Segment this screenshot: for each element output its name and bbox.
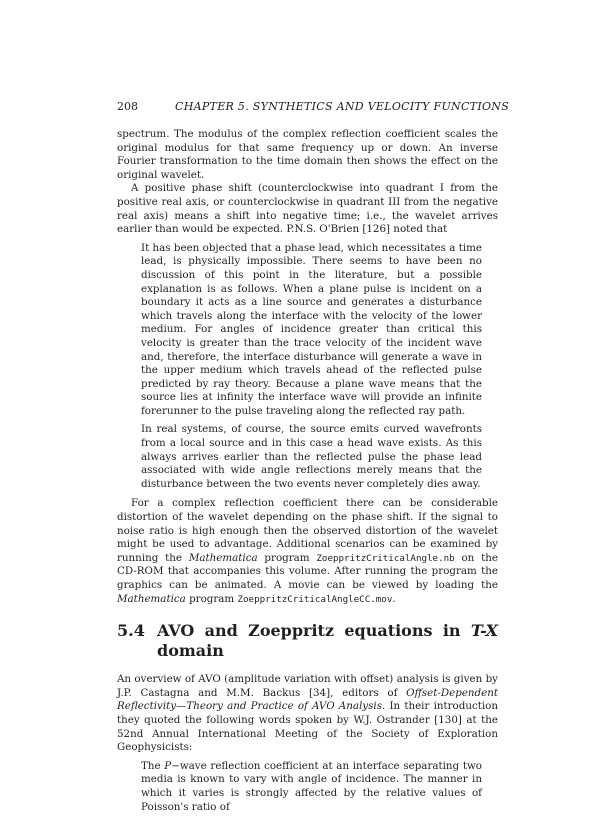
chapter-title: CHAPTER 5. SYNTHETICS AND VELOCITY FUNCTIONS bbox=[175, 100, 510, 113]
page-number: 208 bbox=[117, 100, 138, 113]
p4-text-2: . In their introduction they quoted the following words spoken by W.J. Ostrander [130] at the 52nd Annual International Meeting of the Society of Exploration Geophysicists: bbox=[117, 700, 499, 754]
body-text bbox=[117, 128, 498, 818]
section-title bbox=[157, 621, 498, 661]
p3-text-5: . bbox=[392, 592, 396, 605]
quote2-text: −wave reflection coefficient at an interface separating two media is known to vary with angle of incidence. The manner in which it varies is strongly affected by the relative values of Poisson's ratio of bbox=[141, 759, 482, 813]
section-number: 5.4 bbox=[117, 621, 145, 641]
section-title-part-2: domain bbox=[157, 641, 224, 661]
paragraph-4 bbox=[117, 673, 498, 755]
quote-ostrander-paragraph bbox=[141, 760, 482, 814]
quote2-lead: The bbox=[141, 759, 165, 772]
paragraph-3 bbox=[117, 497, 498, 606]
book-title: Offset-Dependent Reflectivity—Theory and Practice of AVO Analysis bbox=[117, 686, 498, 713]
mathematica-name: Mathematica bbox=[117, 592, 186, 605]
paragraph-2: A positive phase shift (counterclockwise into quadrant I from the positive real axis, or counterclockwise in quadrant III from the negative real axis) means a shift into negative time; i.e., the wavelet arrives earlier than would be expected. P.N.S. O'Brien [126] noted that bbox=[117, 182, 498, 236]
mathematica-name: Mathematica bbox=[188, 551, 258, 564]
block-quote-ostrander bbox=[141, 760, 482, 814]
quote-paragraph-2: In real systems, of course, the source emits curved wavefronts from a local source and in this case a head wave exists. As this always arrives earlier than the reflected pulse the phase lead associated with wide angle reflections merely means that the disturbance between the two events never completely dies away. bbox=[141, 423, 482, 490]
program-filename: ZoeppritzCriticalAngle.nb bbox=[316, 552, 455, 564]
p3-text-1: For a complex reflection coefficient there can be considerable distortion of the wavelet depending on the phase shift. If the signal to noise ratio is high enough then the observed distortion of the wavelet might be used to advantage. Additional scenarios can be examined by running the bbox=[117, 497, 498, 564]
quote-paragraph-1: It has been objected that a phase lead, which necessitates a time lead, is physically impossible. There seems to have been no discussion of this point in the literature, but a possible explanation is as follows. When a plane pulse is incident on a boundary it acts as a line source and generates a disturbance which travels along the interface with the velocity of the lower medium. For angles of incidence greater than critical this velocity is greater than the trace velocity of the incident wave and, therefore, the interface disturbance will generate a wave in the upper medium which travels ahead of the reflected pulse predicted by ray theory. Because a plane wave means that the source lies at infinity the interface wave will provide an infinite forerunner to the pulse traveling along the reflected ray path. bbox=[141, 241, 482, 417]
section-heading bbox=[117, 621, 498, 661]
p4-text-1: An overview of AVO (amplitude variation with offset) analysis is given by J.P. Castagna and M.M. Backus [34], editors of bbox=[117, 673, 498, 699]
p-wave-symbol: P bbox=[164, 759, 172, 772]
p3-text-3: on the CD-ROM that accompanies this volume. After running the program the graphics can be animated. A movie can be viewed by loading the bbox=[117, 551, 498, 591]
section-title-tx: T-X bbox=[470, 621, 498, 641]
block-quote-obrien bbox=[141, 242, 482, 492]
p3-text-2: program bbox=[257, 551, 317, 564]
p3-text-4: program bbox=[185, 592, 238, 605]
paragraph-1: spectrum. The modulus of the complex reflection coefficient scales the original modulus for that same frequency up or down. An inverse Fourier transformation to the time domain then shows the effect on the original wavelet. bbox=[117, 128, 498, 181]
movie-filename: ZoeppritzCriticalAngleCC.mov bbox=[237, 593, 393, 605]
section-title-part-1: AVO and Zoeppritz equations in bbox=[157, 621, 471, 641]
